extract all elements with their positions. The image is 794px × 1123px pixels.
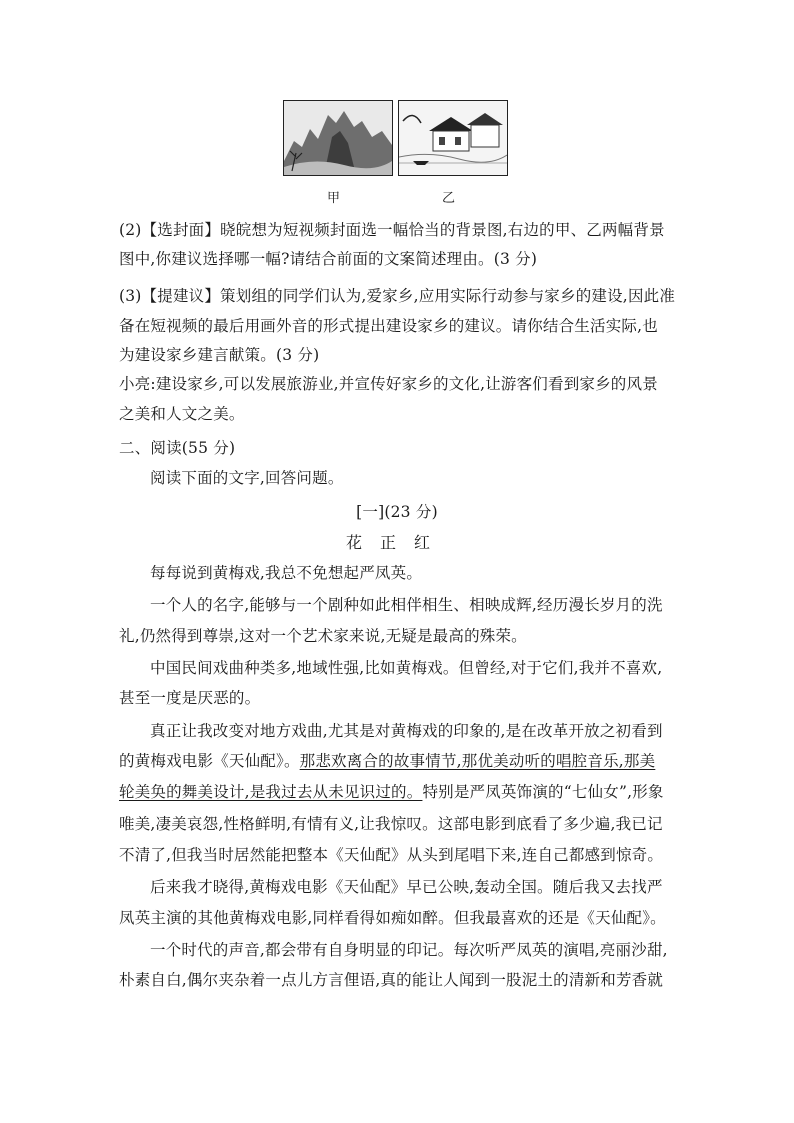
text-line: 小亮:建设家乡,可以发展旅游业,并宣传好家乡的文化,让游客们看到家乡的风景 (119, 375, 658, 393)
text-line: (3)【提建议】策划组的同学们认为,爱家乡,应用实际行动参与家乡的建设,因此准 (119, 287, 676, 305)
text-line: 唯美,凄美哀怨,性格鲜明,有情有义,让我惊叹。这部电影到底看了多少遍,我已记 (119, 815, 663, 833)
article-title: 花正红 (345, 533, 448, 552)
text-line: (2)【选封面】晓皖想为短视频封面选一幅恰当的背景图,右边的甲、乙两幅背景 (119, 221, 665, 239)
text-line: 甚至一度是厌恶的。 (119, 689, 261, 707)
text-line: 的黄梅戏电影《天仙配》。那悲欢离合的故事情节,那优美动听的唱腔音乐,那美 (119, 752, 656, 770)
village-waterside-painting-icon (399, 101, 507, 175)
underlined-text: 那悲欢离合的故事情节,那优美动听的唱腔音乐,那美 (299, 752, 656, 770)
picture-jia (283, 100, 393, 176)
text-line: 一个时代的声音,都会带有自身明显的印记。每次听严凤英的演唱,亮丽沙甜, (150, 941, 668, 959)
text-line: 礼,仍然得到尊崇,这对一个艺术家来说,无疑是最高的殊荣。 (119, 627, 527, 645)
text-line: 轮美奂的舞美设计,是我过去从未见识过的。特别是严凤英饰演的“七仙女”,形象 (119, 783, 664, 801)
text-line: 每每说到黄梅戏,我总不免想起严凤英。 (150, 564, 423, 582)
picture-caption: 甲 (327, 191, 341, 206)
underlined-text: 轮美奂的舞美设计,是我过去从未见识过的。 (119, 783, 423, 801)
text-line: 图中,你建议选择哪一幅?请结合前面的文案简述理由。(3 分) (119, 250, 538, 268)
text-line: 为建设家乡建言献策。(3 分) (119, 346, 320, 364)
text-line: 备在短视频的最后用画外音的形式提出建设家乡的建议。请你结合生活实际,也 (119, 317, 658, 335)
text-line: 后来我才晓得,黄梅戏电影《天仙配》早已公映,轰动全国。随后我又去找严 (150, 878, 663, 896)
mountain-landscape-painting-icon (284, 101, 392, 175)
text-line: 一个人的名字,能够与一个剧种如此相伴相生、相映成辉,经历漫长岁月的洗 (150, 596, 663, 614)
text-line: 中国民间戏曲种类多,地域性强,比如黄梅戏。但曾经,对于它们,我并不喜欢, (150, 659, 663, 677)
text-line: 之美和人文之美。 (119, 405, 245, 423)
text-line: 真正让我改变对地方戏曲,尤其是对黄梅戏的印象的,是在改革开放之初看到 (150, 722, 663, 740)
part-heading: [一](23 分) (356, 503, 438, 521)
text-line: 凤英主演的其他黄梅戏电影,同样看得如痴如醉。但我最喜欢的还是《天仙配》。 (119, 909, 666, 927)
picture-caption: 乙 (442, 191, 456, 206)
picture-yi (398, 100, 508, 176)
text-line: 朴素自白,偶尔夹杂着一点儿方言俚语,真的能让人闻到一股泥土的清新和芳香就 (119, 971, 664, 989)
text-line: 不清了,但我当时居然能把整本《天仙配》从头到尾唱下来,连自己都感到惊奇。 (119, 846, 664, 864)
text-line: 阅读下面的文字,回答问题。 (150, 469, 344, 487)
section-heading: 二、阅读(55 分) (119, 439, 236, 457)
